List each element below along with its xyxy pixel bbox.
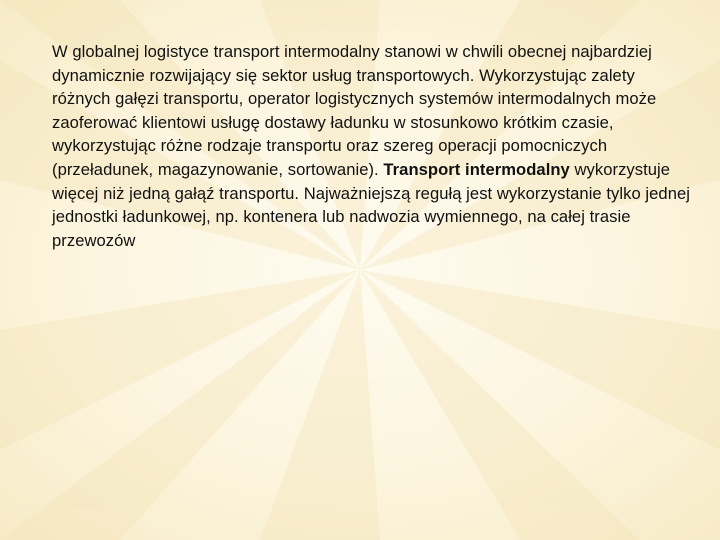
body-paragraph	[52, 40, 692, 252]
paragraph-text-part2: wykorzystuje więcej niż jedną gałąź transportu. Najważniejszą regułą jest wykorzystanie tylko jednej jednostki ładunkowej, np. kontenera lub nadwozia wymiennego, na całej trasie przewozów	[52, 159, 690, 250]
paragraph-bold-term: Transport intermodalny	[383, 159, 570, 179]
paragraph-text-part1: W globalnej logistyce transport intermodalny stanowi w chwili obecnej najbardziej dynamicznie rozwijający się sektor usług transportowych. Wykorzystując zalety różnych gałęzi transportu, operator logistycznych systemów intermodalnych może zaoferować klientowi usługę dostawy ładunku w stosunkowo krótkim czasie, wykorzystując różne rodzaje transportu oraz szereg operacji pomocniczych (przeładunek, magazynowanie, sortowanie).	[52, 42, 657, 179]
